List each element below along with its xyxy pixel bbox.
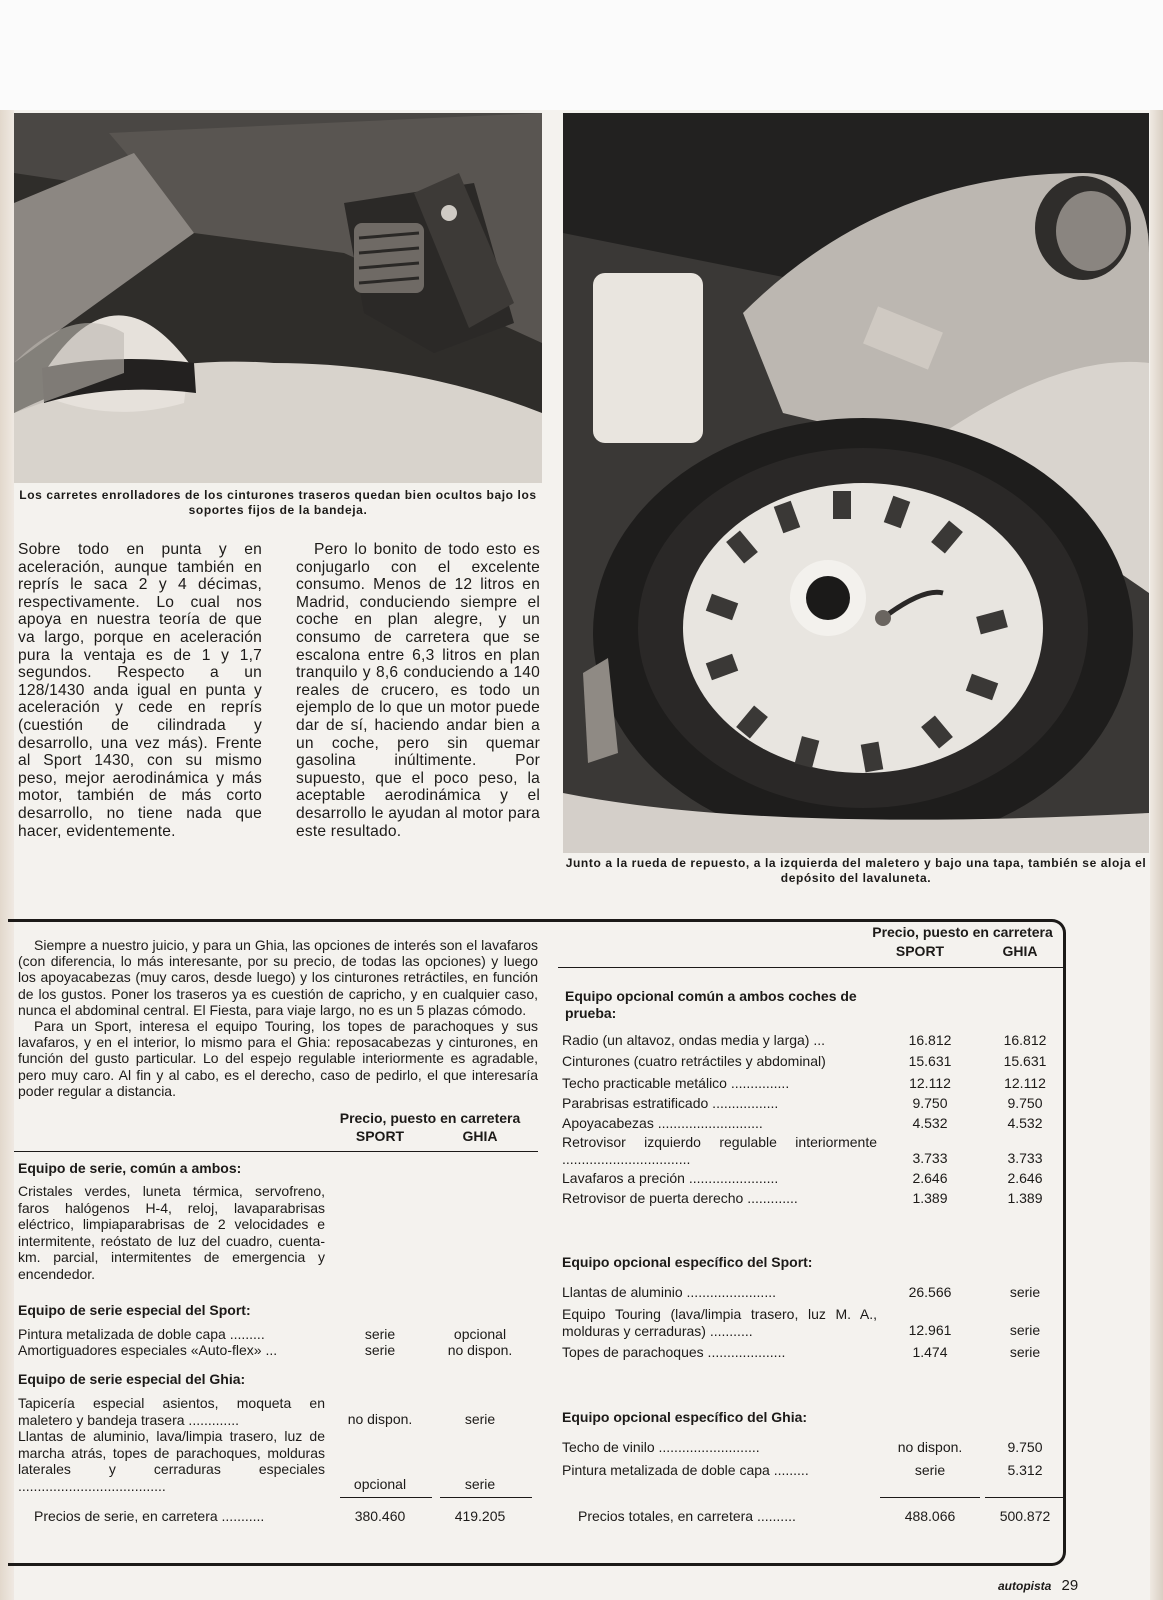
right-section-common: Equipo opcional común a ambos coches de prueba:: [565, 988, 857, 1021]
left-ghia-row-1-sport: no dispon.: [347, 1411, 413, 1427]
left-col-ghia: GHIA: [462, 1128, 498, 1144]
left-ghia-row-1-ghia: serie: [464, 1411, 496, 1427]
intro-paragraph-1: Siempre a nuestro juicio, y para un Ghia, las opciones de interés son el lavafaros (con diferencia, lo más interesante, por su precio, de todas las opciones) y luego los apoyacabezas (muy caros, desde luego) y los cinturones retráctiles, en función de los gustos. Poner los traseros ya es cuestión de capricho, y en cualquier caso, nunca el abdominal central. El Fiesta, para viaje largo, no es un 5 plazas cómodo.: [18, 937, 538, 1018]
right-common-row-6-ghia: 3.733: [1007, 1150, 1043, 1166]
right-sport-row-3: Topes de parachoques ....................: [562, 1344, 786, 1360]
right-common-row-1-sport: 16.812: [908, 1032, 952, 1048]
right-ghia-row-1: Techo de vinilo ..........................: [562, 1439, 760, 1455]
right-common-row-4-sport: 9.750: [912, 1095, 948, 1111]
right-common-row-8: Retrovisor de puerta derecho .............: [562, 1190, 798, 1206]
right-ghia-row-2-ghia: 5.312: [1007, 1462, 1043, 1478]
left-ghia-row-1: Tapicería especial asientos, moqueta en maletero y bandeja trasera .............: [18, 1395, 325, 1428]
left-sport-row-1: Pintura metalizada de doble capa .........: [18, 1326, 265, 1342]
right-common-row-5-ghia: 4.532: [1007, 1115, 1043, 1131]
right-sport-row-2-ghia: serie: [1009, 1322, 1041, 1338]
photo-caption-1: Los carretes enrolladores de los cinturones traseros quedan bien ocultos bajo los soportes fijos de la bandeja.: [19, 488, 537, 517]
left-section-common: Equipo de serie, común a ambos:: [18, 1160, 242, 1176]
right-total-rule-ghia: [985, 1497, 1065, 1498]
right-common-row-2-sport: 15.631: [908, 1053, 952, 1069]
right-common-row-8-ghia: 1.389: [1007, 1190, 1043, 1206]
right-sport-row-1-ghia: serie: [1009, 1284, 1041, 1300]
left-total-rule-sport: [340, 1497, 432, 1498]
right-common-row-8-sport: 1.389: [912, 1190, 948, 1206]
left-total-label: Precios de serie, en carretera ...........: [34, 1508, 265, 1524]
right-total-rule-sport: [880, 1497, 980, 1498]
intro-paragraph-2: Para un Sport, interesa el equipo Touring, los topes de parachoques y sus lavafaros, y en el interior, lo mismo para el Ghia: reposacabezas y cinturones, en función del gusto particular. Lo del espejo regulable interiormente es agradable, pero muy caro. Al fin y al cabo, es el derecho, caso de pedirlo, el que interesaría poder regular a distancia.: [18, 1018, 538, 1099]
left-sport-row-1-ghia: opcional: [453, 1326, 507, 1342]
right-ghia-row-2: Pintura metalizada de doble capa .........: [562, 1462, 809, 1478]
right-sport-row-1: Llantas de aluminio .......................: [562, 1284, 776, 1300]
left-ghia-row-2: Llantas de aluminio, lava/limpia trasero, luz de marcha atrás, topes de parachoques, molduras laterales y cerraduras especiales ......................................: [18, 1428, 325, 1494]
right-sport-row-3-ghia: serie: [1009, 1344, 1041, 1360]
magazine-brand: autopista: [998, 1579, 1052, 1593]
right-common-row-2-ghia: 15.631: [1003, 1053, 1047, 1069]
right-common-row-7-sport: 2.646: [912, 1170, 948, 1186]
left-section-sport: Equipo de serie especial del Sport:: [18, 1302, 251, 1318]
left-sport-row-2-ghia: no dispon.: [447, 1342, 513, 1358]
right-common-row-5-sport: 4.532: [912, 1115, 948, 1131]
left-total-rule-ghia: [440, 1497, 532, 1498]
right-common-row-6: Retrovisor izquierdo regulable interiormente .................................: [562, 1134, 877, 1167]
left-sport-row-1-sport: serie: [364, 1326, 396, 1342]
right-common-row-5: Apoyacabezas ...........................: [562, 1115, 763, 1131]
right-common-row-7: Lavafaros a preción .......................: [562, 1170, 779, 1186]
right-common-row-3-ghia: 12.112: [1004, 1075, 1046, 1091]
photo-seatbelt-reels: [14, 113, 542, 483]
right-ghia-row-2-sport: serie: [914, 1462, 946, 1478]
left-header-rule: [14, 1151, 538, 1152]
right-common-row-3-sport: 12.112: [909, 1075, 951, 1091]
right-common-row-6-sport: 3.733: [912, 1150, 948, 1166]
page-right-edge: [1150, 110, 1163, 1600]
right-section-sport: Equipo opcional específico del Sport:: [562, 1254, 813, 1270]
page-top-margin: [0, 0, 1163, 110]
right-common-row-4: Parabrisas estratificado .................: [562, 1095, 779, 1111]
right-header-rule: [558, 967, 1063, 968]
right-sport-row-1-sport: 26.566: [908, 1284, 952, 1300]
photo-caption-2: Junto a la rueda de repuesto, a la izquierda del maletero y bajo una tapa, también se aloja el depósito del lavaluneta.: [565, 856, 1147, 885]
right-total-ghia: 500.872: [999, 1508, 1051, 1524]
right-common-row-2: Cinturones (cuatro retráctiles y abdominal): [562, 1053, 826, 1069]
left-sport-row-2-sport: serie: [364, 1342, 396, 1358]
left-total-ghia: 419.205: [454, 1508, 506, 1524]
left-ghia-row-2-ghia: serie: [464, 1476, 496, 1492]
left-ghia-row-2-sport: opcional: [353, 1476, 407, 1492]
left-col-sport: SPORT: [355, 1128, 405, 1144]
left-section-ghia: Equipo de serie especial del Ghia:: [18, 1371, 246, 1387]
page-number: 29: [1061, 1577, 1079, 1594]
right-common-row-1-ghia: 16.812: [1003, 1032, 1047, 1048]
right-col-ghia: GHIA: [1002, 943, 1038, 959]
right-common-row-3: Techo practicable metálico ...............: [562, 1075, 790, 1091]
right-total-sport: 488.066: [904, 1508, 956, 1524]
article-column-1: Sobre todo en punta y en aceleración, aunque también en reprís le saca 2 y 4 décimas, respectivamente. Lo cual nos apoya en nuestra teoría de que va largo, porque en aceleración pura la ventaja es de 1 y 1,7 segundos. Respecto a un 128/1430 anda igual en punta y aceleración y cede en reprís (cuestión de cilindrada y desarrollo, una vez más). Frente al Sport 1430, con su mismo peso, mejor aerodinámica y más motor, también de más corto desarrollo, no tiene nada que hacer, evidentemente.: [18, 541, 262, 840]
left-table-header: Precio, puesto en carretera: [339, 1110, 521, 1126]
right-section-ghia: Equipo opcional específico del Ghia:: [562, 1409, 808, 1425]
right-ghia-row-1-sport: no dispon.: [897, 1439, 963, 1455]
right-sport-row-2: Equipo Touring (lava/limpia trasero, luz M. A., molduras y cerraduras) ...........: [562, 1306, 877, 1339]
right-common-row-4-ghia: 9.750: [1007, 1095, 1043, 1111]
right-sport-row-2-sport: 12.961: [908, 1322, 952, 1338]
left-common-item: Cristales verdes, luneta térmica, servofreno, faros halógenos H-4, reloj, lavaparabrisas eléctrico, limpiaparabrisas de 2 velocidades e intermitente, reóstato de luz del cuadro, cuenta-km. parcial, intermitentes de emergencia y encendedor.: [18, 1183, 325, 1282]
left-sport-row-2: Amortiguadores especiales «Auto-flex» ...: [18, 1342, 278, 1358]
photo-spare-wheel: [563, 113, 1149, 853]
page-footer: [998, 1577, 1078, 1594]
right-sport-row-3-sport: 1.474: [912, 1344, 948, 1360]
options-intro: [18, 937, 538, 1099]
right-common-row-7-ghia: 2.646: [1007, 1170, 1043, 1186]
left-total-sport: 380.460: [354, 1508, 406, 1524]
right-ghia-row-1-ghia: 9.750: [1007, 1439, 1043, 1455]
right-table-header: Precio, puesto en carretera: [872, 924, 1053, 940]
article-column-2: Pero lo bonito de todo esto es conjugarlo con el excelente consumo. Menos de 12 litros en Madrid, conduciendo siempre el coche en plan alegre, y un consumo de carretera que se escalona entre 6,3 litros en plan tranquilo y 8,6 conduciendo a 140 reales de crucero, es todo un ejemplo de lo que un motor puede dar de sí, haciendo andar bien a un coche, pero sin quemar gasolina inúltimente. Por supuesto, que el poco peso, la aceptable aerodinámica y el desarrollo le ayudan al motor para este resultado.: [296, 541, 540, 840]
right-col-sport: SPORT: [895, 943, 945, 959]
right-common-row-1: Radio (un altavoz, ondas media y larga) ...: [562, 1032, 826, 1048]
right-total-label: Precios totales, en carretera ..........: [578, 1508, 796, 1524]
